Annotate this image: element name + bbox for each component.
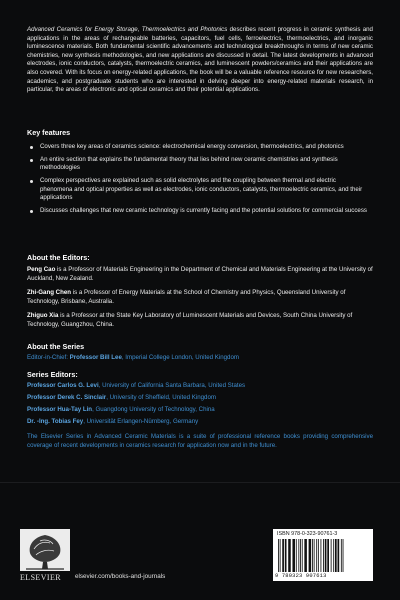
series-heading: About the Series xyxy=(27,342,85,351)
list-item: Covers three key areas of ceramics science: electrochemical energy conversion, thermoelectrics, and photonics xyxy=(29,143,369,152)
editor-name: Zhi-Gang Chen xyxy=(27,289,72,296)
barcode-bar xyxy=(335,539,337,572)
series-editor-name: Dr. -Ing. Tobias Fey xyxy=(27,418,84,425)
series-editor xyxy=(27,418,373,427)
barcode xyxy=(273,529,373,581)
key-features-list xyxy=(29,143,369,220)
list-item: An entire section that explains the fundamental theory that lies behind new ceramic chemistries and synthesis methodologies xyxy=(29,156,369,173)
series-editor-name: Professor Carlos G. Levi xyxy=(27,382,99,389)
editor-in-chief xyxy=(27,354,373,363)
series-editor xyxy=(27,382,373,391)
editor-bio xyxy=(27,266,373,283)
isbn-text: ISBN 978-0-323-90761-3 xyxy=(277,531,338,537)
editor-bio-text: is a Professor of Energy Materials at the School of Chemistry and Physics, Queensland University of Technology, Brisbane, Australia. xyxy=(27,289,346,305)
editor-in-chief-affiliation: , Imperial College London, United Kingdom xyxy=(121,354,239,361)
barcode-bar xyxy=(298,539,299,572)
list-item: Discusses challenges that new ceramic technology is currently facing and the potential solutions for commercial success xyxy=(29,207,369,216)
barcode-bar xyxy=(312,539,313,572)
series-editor-affiliation: , Guangdong University of Technology, China xyxy=(92,406,215,413)
barcode-bar xyxy=(278,539,279,572)
editors-heading: About the Editors: xyxy=(27,253,90,262)
series-editor-name: Professor Derek C. Sinclair xyxy=(27,394,107,401)
intro-text: describes recent progress in ceramic synthesis and applications in the areas of rechargeable batteries, capacitors, fuel cells, ferroelectrics, thermoelectrics, and inorganic luminescence materials. Both fundamental scientific advancements and technological breakthroughs in terms of new ceramic chemistries, new synthesis methodologies, and new applications are discussed in detail. The latest developments in advanced electrodes, ionic conductors, catalysts, thermoelectric ceramics, and luminescent powders/ceramics and their applications are also covered. With its focus on energy-related applications, the book will be a valuable reference resource for new researchers, academics, and postgraduate students who are interested in delving deeper into energy-related materials research, in particular, the areas of electronic and optical ceramics and their potential applications. xyxy=(27,26,373,94)
barcode-bar xyxy=(288,539,291,572)
editor-bio-text: is a Professor at the State Key Laboratory of Luminescent Materials and Devices, South China University of Technology, Guangzhou, China. xyxy=(27,312,353,328)
publisher-url[interactable]: elsevier.com/books-and-journals xyxy=(75,573,166,580)
editor-name: Peng Cao xyxy=(27,266,56,273)
barcode-bar xyxy=(343,539,344,572)
series-description: The Elsevier Series in Advanced Ceramic Materials is a suite of professional reference books providing comprehensive coverage of recent developments in ceramics research for application now and in the future. xyxy=(27,433,373,449)
barcode-bar xyxy=(327,539,329,572)
barcode-bar xyxy=(323,539,324,572)
editor-in-chief-label: Editor-in-Chief: xyxy=(27,354,70,361)
series-editor xyxy=(27,406,373,415)
barcode-bar xyxy=(316,539,317,572)
barcode-bar xyxy=(331,539,332,572)
series-editor-affiliation: , Universität Erlangen-Nürnberg, Germany xyxy=(83,418,199,425)
barcode-bar xyxy=(282,539,284,572)
barcode-bar xyxy=(280,539,281,572)
barcode-bar xyxy=(304,539,307,572)
elsevier-logo xyxy=(20,529,70,581)
key-features-heading: Key features xyxy=(27,128,71,137)
series-editor-affiliation: , University of Sheffield, United Kingdom xyxy=(106,394,216,401)
elsevier-tree-icon xyxy=(20,529,70,571)
list-item: Complex perspectives are explained such as solid electrolytes and the coupling between thermal and electric phenomena and optical properties as well as electrodes, ionic conductors, catalysts, thermoelectric ceramics, and their applications xyxy=(29,177,369,203)
barcode-digits: 9 780323 907613 xyxy=(275,573,327,579)
barcode-bar xyxy=(302,539,303,572)
editor-bio xyxy=(27,312,373,329)
divider xyxy=(0,482,400,483)
barcode-bar xyxy=(338,539,340,572)
barcode-bar xyxy=(296,539,297,572)
barcode-bar xyxy=(318,539,319,572)
editor-name: Zhiguo Xia xyxy=(27,312,59,319)
barcode-bar xyxy=(300,539,301,572)
barcode-bar xyxy=(321,539,322,572)
series-editor-affiliation: , University of California Santa Barbara, United States xyxy=(98,382,246,389)
publisher-name: ELSEVIER xyxy=(20,573,61,582)
book-title: Advanced Ceramics for Energy Storage, Thermoelectrics and Photonics xyxy=(27,26,228,33)
editor-bio-text: is a Professor of Materials Engineering in the Department of Chemical and Materials Engineering at the University of Auckland, New Zealand. xyxy=(27,266,373,282)
barcode-bar xyxy=(325,539,327,572)
barcode-bar xyxy=(314,539,315,572)
barcode-bar xyxy=(292,539,295,572)
barcode-bar xyxy=(309,539,312,572)
intro-paragraph xyxy=(27,26,373,95)
barcode-bar xyxy=(341,539,342,572)
series-editor-name: Professor Hua-Tay Lin xyxy=(27,406,93,413)
series-editor xyxy=(27,394,373,403)
editor-in-chief-name: Professor Bill Lee xyxy=(69,354,122,361)
barcode-bar xyxy=(285,539,287,572)
barcode-bar xyxy=(333,539,334,572)
series-editors-heading: Series Editors: xyxy=(27,370,78,379)
editor-bio xyxy=(27,289,373,306)
barcode-bars xyxy=(278,539,368,572)
